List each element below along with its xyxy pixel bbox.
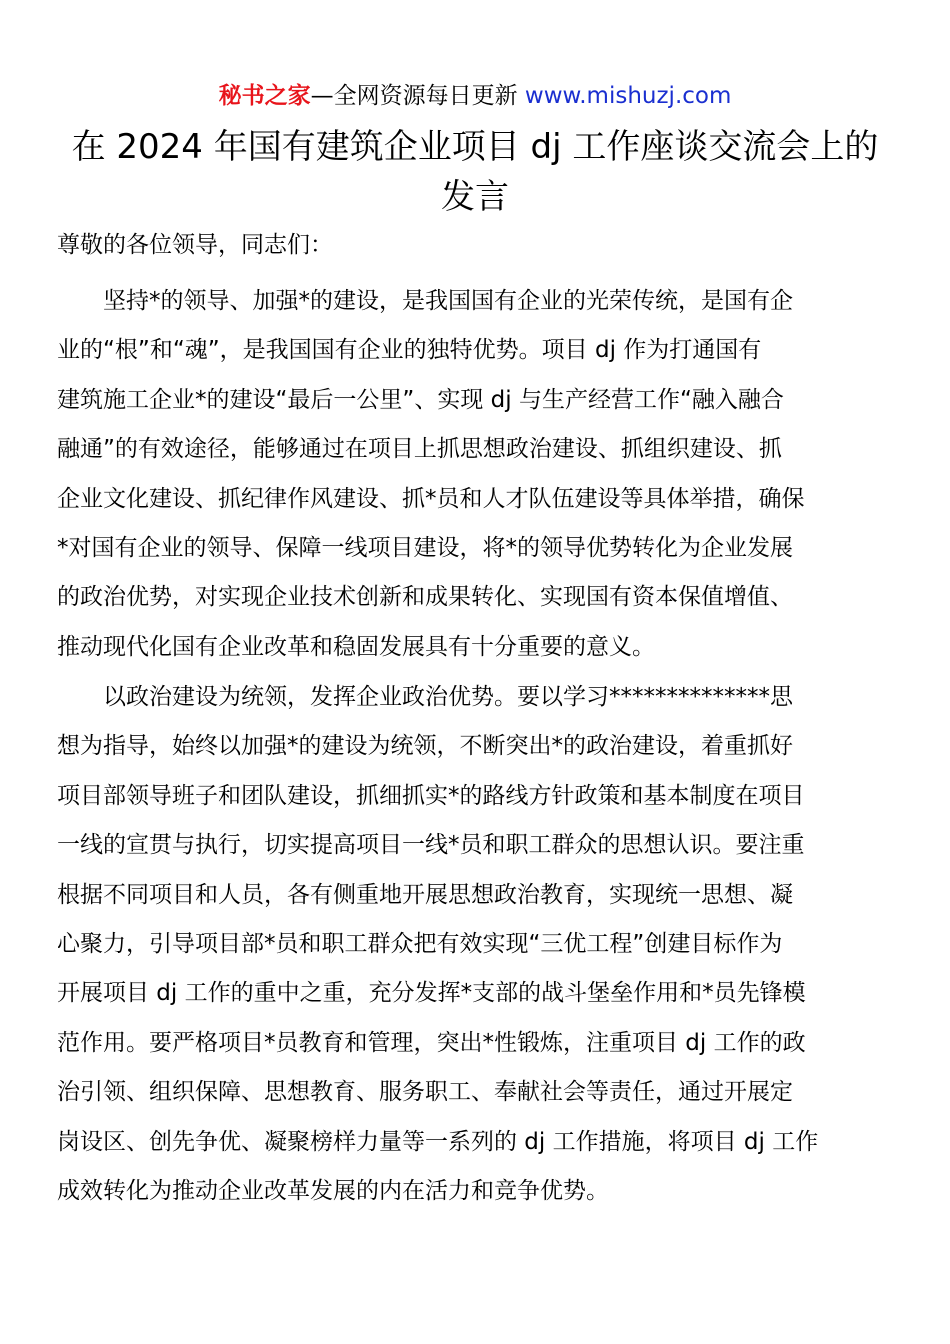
document-title-line-2: 发言	[441, 177, 509, 217]
paragraph-line: 坚持*的领导、加强*的建设，是我国国有企业的光荣传统，是国有企	[103, 288, 793, 314]
paragraph-line: 治引领、组织保障、思想教育、服务职工、奉献社会等责任，通过开展定	[57, 1079, 793, 1106]
document-title	[40, 122, 910, 222]
paragraph-line: 的政治优势，对实现企业技术创新和成果转化、实现国有资本保值增值、	[57, 584, 793, 611]
salutation: 尊敬的各位领导，同志们：	[57, 232, 333, 258]
paragraph-line: 企业文化建设、抓纪律作风建设、抓*员和人才队伍建设等具体举措，确保	[57, 485, 805, 512]
paragraph-line: 项目部领导班子和团队建设，抓细抓实*的路线方针政策和基本制度在项目	[57, 782, 805, 809]
paragraph-line: 建筑施工企业*的建设“最后一公里”、实现 dj 与生产经营工作“融入融合	[57, 386, 784, 413]
paragraph-line: 根据不同项目和人员，各有侧重地开展思想政治教育，实现统一思想、凝	[57, 881, 793, 908]
site-tagline: —全网资源每日更新	[310, 83, 518, 109]
paragraph-line: 业的“根”和“魂”，是我国国有企业的独特优势。项目 dj 作为打通国有	[57, 337, 762, 364]
paragraph-line: 一线的宣贯与执行，切实提高项目一线*员和职工群众的思想认识。要注重	[57, 832, 805, 859]
paragraph-line: 推动现代化国有企业改革和稳固发展具有十分重要的意义。	[57, 633, 655, 660]
paragraph-line: 融通”的有效途径，能够通过在项目上抓思想政治建设、抓组织建设、抓	[57, 436, 782, 463]
paragraph-line: *对国有企业的领导、保障一线项目建设，将*的领导优势转化为企业发展	[57, 535, 793, 562]
site-url-link[interactable]: www.mishuzj.com	[524, 83, 732, 109]
body-paragraph-1	[57, 277, 893, 672]
document-title-line-1: 在 2024 年国有建筑企业项目 dj 工作座谈交流会上的	[71, 127, 879, 167]
site-brand: 秘书之家	[218, 83, 311, 109]
site-header	[0, 80, 950, 112]
paragraph-line: 想为指导，始终以加强*的建设为统领，不断突出*的政治建设，着重抓好	[57, 733, 793, 760]
paragraph-line: 成效转化为推动企业改革发展的内在活力和竞争优势。	[57, 1178, 609, 1205]
paragraph-line: 以政治建设为统领，发挥企业政治优势。要以学习**************思	[103, 684, 793, 710]
body-paragraph-2	[57, 673, 893, 1216]
paragraph-line: 岗设区、创先争优、凝聚榜样力量等一系列的 dj 工作措施，将项目 dj 工作	[57, 1128, 819, 1155]
paragraph-line: 开展项目 dj 工作的重中之重，充分发挥*支部的战斗堡垒作用和*员先锋模	[57, 980, 806, 1007]
paragraph-line: 范作用。要严格项目*员教育和管理，突出*性锻炼，注重项目 dj 工作的政	[57, 1029, 806, 1056]
paragraph-line: 心聚力，引导项目部*员和职工群众把有效实现“三优工程”创建目标作为	[57, 931, 783, 958]
